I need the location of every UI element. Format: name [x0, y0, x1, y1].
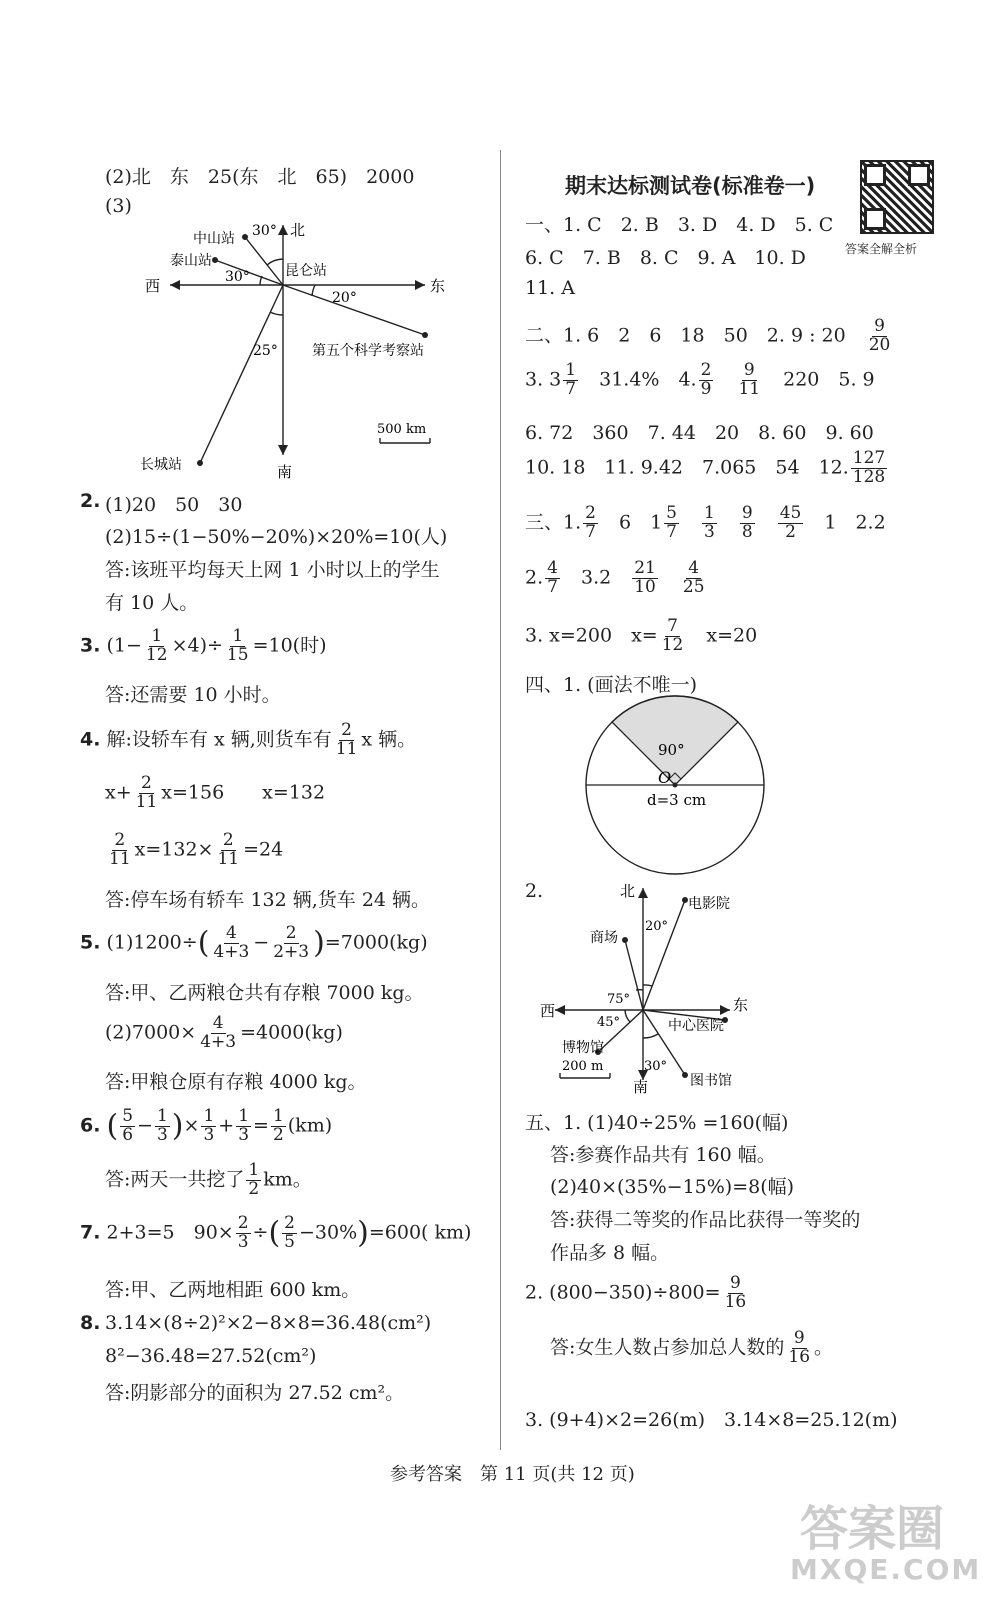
q2-2: (2)15÷(1−50%−20%)×20%=10(人)	[105, 526, 448, 548]
hospital-label: 中心医院	[668, 1018, 724, 1034]
q5-answer-2: 答:甲粮仓原有存粮 4000 kg。	[105, 1071, 367, 1093]
q3-answer: 答:还需要 10 小时。	[105, 684, 281, 706]
west-label: 西	[145, 277, 161, 295]
library-label: 图书馆	[690, 1073, 732, 1089]
q4-answer: 答:停车场有轿车 132 辆,货车 24 辆。	[105, 889, 431, 911]
column-divider	[500, 150, 501, 1450]
q2-1: (1)20 50 30	[105, 494, 243, 516]
s1-line1: 一、1. C 2. B 3. D 4. D 5. C	[525, 214, 834, 236]
station5-dot	[422, 332, 428, 338]
q2-answer-1: 答:该班平均每天上网 1 小时以上的学生	[105, 559, 440, 581]
changcheng-label: 长城站	[140, 457, 182, 473]
map2-east: 东	[733, 996, 749, 1014]
antarctic-map	[140, 215, 480, 485]
s3-line1: 三、1. $\frac{2}{7}$ 6 1 $\frac{5}{7}$ $\frac{1}{3}$ $\frac{9}{8}$ $\frac{45}{2}$ 1 2.2	[525, 503, 886, 542]
center-label: O	[658, 768, 672, 787]
num-8: 8.	[80, 1312, 101, 1334]
taishan-dot	[212, 257, 218, 263]
s5-line1: 五、1. (1)40÷25% =160(幅)	[525, 1112, 789, 1134]
market-label: 商场	[590, 930, 618, 946]
qr-code[interactable]	[860, 160, 934, 234]
q5-answer-1: 答:甲、乙两粮仓共有存粮 7000 kg。	[105, 982, 424, 1004]
num-2: 2.	[80, 490, 101, 512]
q7: 7. 2+3=5 90× $\frac{2}{3}$ ÷( $\frac{2}{5}$ −30%)=600( km)	[80, 1213, 472, 1252]
watermark-logo: 答案圈	[800, 1501, 945, 1557]
s5-q3: 3. (9+4)×2=26(m) 3.14×8=25.12(m)	[525, 1409, 898, 1431]
map2-a30: 30°	[644, 1059, 668, 1074]
q4-line3: $\frac{2}{11}$ x=132× $\frac{2}{11}$ =24	[109, 830, 284, 869]
s5-q2: 2. (800−350)÷800= $\frac{9}{16}$	[525, 1273, 747, 1312]
q1-part2: (2)北 东 25(东 北 65) 2000	[105, 166, 415, 188]
q6-answer: 答:两天一共挖了 $\frac{1}{2}$ km。	[105, 1160, 312, 1199]
s4-line1: 四、1. (画法不唯一)	[525, 674, 697, 696]
q5-line2: (2)7000× $\frac{4}{4+3}$ =4000(kg)	[105, 1013, 343, 1052]
angle-25: 25°	[253, 343, 278, 359]
s5-q2-answer: 答:女生人数占参加总人数的 $\frac{9}{16}$ 。	[550, 1328, 834, 1367]
zhongshan-dot	[242, 234, 248, 240]
s3-line3: 3. x=200 x= $\frac{7}{12}$ x=20	[525, 616, 758, 655]
zhongshan-label: 中山站	[193, 231, 235, 247]
s1-line3: 11. A	[525, 277, 575, 299]
s5-line2: (2)40×(35%−15%)=8(幅)	[550, 1176, 795, 1198]
s5-answer2b: 作品多 8 幅。	[550, 1242, 670, 1264]
line-cinema	[643, 900, 685, 1010]
s2-line1: 二、1. 6 2 6 18 50 2. 9 : 20 $\frac{9}{20}$	[525, 316, 891, 355]
q2-answer-2: 有 10 人。	[105, 592, 199, 614]
q8-answer: 答:阴影部分的面积为 27.52 cm²。	[105, 1382, 405, 1404]
scale-label: 500 km	[377, 422, 427, 437]
kunlun-label: 昆仑站	[285, 263, 327, 279]
q3: 3. (1− $\frac{1}{12}$ ×4)÷ $\frac{1}{15}$ =10(时)	[80, 626, 327, 665]
q8-2: 8²−36.48=27.52(cm²)	[105, 1345, 317, 1367]
museum-label: 博物馆	[562, 1040, 604, 1056]
angle-30-b: 30°	[225, 269, 250, 285]
page-footer: 参考答案 第 11 页(共 12 页)	[390, 1464, 635, 1485]
angle-90: 90°	[658, 741, 685, 759]
map2-a75: 75°	[607, 992, 631, 1007]
circle-diagram	[585, 695, 765, 875]
station5-label: 第五个科学考察站	[312, 343, 424, 359]
s3-line2: 2. $\frac{4}{7}$ 3.2 $\frac{21}{10}$ $\frac{4}{25}$	[525, 558, 705, 597]
changcheng-dot	[197, 460, 203, 466]
south-label: 南	[277, 463, 293, 481]
cinema-label: 电影院	[688, 896, 730, 912]
angle-30-a: 30°	[252, 223, 277, 239]
s2-line3: 6. 72 360 7. 44 20 8. 60 9. 60	[525, 422, 874, 444]
q4-line1: 4. 解:设轿车有 x 辆,则货车有 $\frac{2}{11}$ x 辆。	[80, 720, 417, 759]
s2-line2: 3. 3 $\frac{1}{7}$ 31.4% 4. $\frac{2}{9}$ $\frac{9}{11}$ 220 5. 9	[525, 360, 875, 399]
section-title: 期末达标测试卷(标准卷一)	[565, 174, 816, 198]
q7-answer: 答:甲、乙两地相距 600 km。	[105, 1279, 361, 1301]
s1-line2: 6. C 7. B 8. C 9. A 10. D	[525, 247, 806, 269]
watermark-url: MXQE.COM	[790, 1553, 982, 1586]
map2-west: 西	[540, 1002, 556, 1020]
direction-map	[540, 880, 780, 1095]
q4-line2: x+ $\frac{2}{11}$ x=156 x=132	[105, 773, 326, 812]
map2-scale: 200 m	[562, 1059, 604, 1074]
q8-1: 3.14×(8÷2)²×2−8×8=36.48(cm²)	[105, 1312, 432, 1334]
map2-a45: 45°	[597, 1015, 621, 1030]
taishan-label: 泰山站	[170, 253, 212, 269]
map2-north: 北	[619, 882, 635, 900]
q6: 6. ( $\frac{5}{6}$ − $\frac{1}{3}$ )× $\frac{1}{3}$ + $\frac{1}{3}$ = $\frac{1}{2}$ (km)	[80, 1106, 333, 1145]
diameter-label: d=3 cm	[647, 791, 707, 809]
q5-line1: 5. (1)1200÷( $\frac{4}{4+3}$ − $\frac{2}{2+3}$ )=7000(kg)	[80, 923, 428, 962]
map2-south: 南	[633, 1078, 649, 1095]
map2-a20: 20°	[645, 919, 669, 934]
q1-part3: (3)	[105, 195, 132, 217]
angle-20: 20°	[332, 290, 357, 306]
s2-line4: 10. 18 11. 9.42 7.065 54 12. $\frac{127}{128}$	[525, 448, 886, 487]
s4-line2: 2.	[525, 880, 544, 902]
s5-answer1: 答:参赛作品共有 160 幅。	[550, 1144, 776, 1166]
qr-label: 答案全解全析	[845, 242, 918, 256]
east-label: 东	[430, 277, 446, 295]
north-label: 北	[290, 221, 306, 239]
s5-answer2a: 答:获得二等奖的作品比获得一等奖的	[550, 1209, 861, 1231]
